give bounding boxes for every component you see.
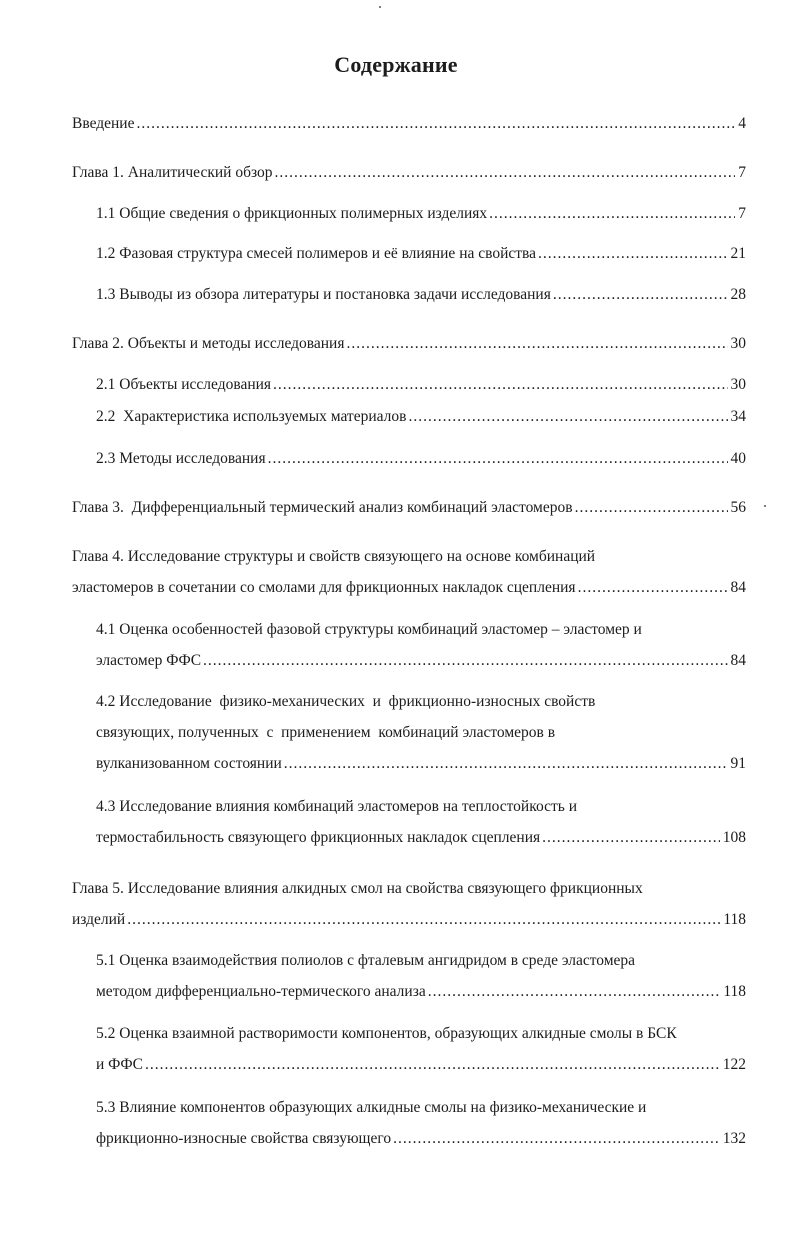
- dot-leader: [284, 754, 728, 774]
- toc-entry-text: 2.2 Характеристика используемых материалов: [96, 408, 407, 425]
- toc-entry-text: Глава 3. Дифференциальный термический анализ комбинаций эластомеров: [72, 499, 573, 516]
- toc-page-number: 30: [730, 376, 746, 393]
- toc-entry-text-line: Глава 4. Исследование структуры и свойств связующего на основе комбинаций: [72, 548, 596, 565]
- toc-entry-text: и ФФС: [96, 1056, 143, 1073]
- toc-entry-4-2[interactable]: [96, 692, 746, 774]
- toc-entry-text: эластомеров в сочетании со смолами для фрикционных накладок сцепления: [72, 579, 576, 596]
- toc-entry-text-line: 5.3 Влияние компонентов образующих алкидные смолы на физико-механические и: [96, 1099, 647, 1116]
- toc-entry-text: методом дифференциально-термического анализа: [96, 983, 426, 1000]
- toc-page-number: 21: [730, 245, 746, 262]
- dot-leader: [408, 407, 727, 427]
- toc-entry-chapter-1[interactable]: [72, 163, 746, 183]
- toc-page-number: 108: [722, 829, 746, 846]
- toc-entry-2-1[interactable]: [96, 375, 746, 395]
- dot-leader: [578, 578, 728, 598]
- toc-entry-5-3[interactable]: [96, 1098, 746, 1149]
- toc-page-number: 132: [722, 1130, 746, 1147]
- scan-speck: [379, 6, 381, 8]
- toc-entry-text: фрикционно-износные свойства связующего: [96, 1130, 392, 1147]
- toc-entry-text-line: 4.2 Исследование физико-механических и фрикционно-износных свойств: [96, 693, 596, 710]
- toc-entry-text-line: 4.1 Оценка особенностей фазовой структуры комбинаций эластомер – эластомер и: [96, 621, 642, 638]
- dot-leader: [553, 285, 728, 305]
- toc-entry-text-line: связующих, полученных с применением комбинаций эластомеров в: [96, 724, 556, 741]
- toc-entry-1-2[interactable]: [96, 244, 746, 264]
- dot-leader: [145, 1055, 720, 1075]
- toc-entry-4-1[interactable]: [96, 620, 746, 671]
- toc-entry-text: эластомер ФФС: [96, 652, 202, 669]
- dot-leader: [273, 375, 727, 395]
- dot-leader: [346, 334, 727, 354]
- dot-leader: [275, 163, 736, 183]
- toc-entry-text-line: Глава 5. Исследование влияния алкидных смол на свойства связующего фрикционных: [72, 880, 643, 897]
- toc-entry-text: Глава 2. Объекты и методы исследования: [72, 335, 345, 352]
- toc-entry-5-1[interactable]: [96, 951, 746, 1002]
- toc-page-number: 28: [730, 286, 746, 303]
- toc-entry-text: Глава 1. Аналитический обзор: [72, 164, 273, 181]
- toc-entry-5-2[interactable]: [96, 1024, 746, 1075]
- toc-page-number: 7: [738, 164, 746, 181]
- toc-page-number: 7: [738, 205, 746, 222]
- toc-entry-text: вулканизованном состоянии: [96, 755, 282, 772]
- page-title: Содержание: [334, 52, 458, 77]
- dot-leader: [489, 204, 735, 224]
- toc-entry-2-3[interactable]: [96, 449, 746, 469]
- dot-leader: [268, 449, 728, 469]
- toc-entry-text: 1.2 Фазовая структура смесей полимеров и её влияние на свойства: [96, 245, 537, 262]
- toc-page-number: 4: [738, 115, 746, 132]
- toc-entry-text: термостабильность связующего фрикционных накладок сцепления: [96, 829, 541, 846]
- dot-leader: [136, 114, 735, 134]
- toc-page-number: 40: [730, 450, 746, 467]
- toc-entry-text: 1.3 Выводы из обзора литературы и постановка задачи исследования: [96, 286, 551, 303]
- toc-entry-2-2[interactable]: [96, 407, 746, 427]
- toc-page-number: 122: [722, 1056, 746, 1073]
- toc-page-number: 118: [723, 983, 746, 1000]
- dot-leader: [542, 828, 720, 848]
- toc-entry-text: Введение: [72, 115, 135, 132]
- toc-entry-text-line: 5.2 Оценка взаимной растворимости компонентов, образующих алкидные смолы в БСК: [96, 1025, 677, 1042]
- toc-entry-text: 2.1 Объекты исследования: [96, 376, 272, 393]
- toc-page-number: 56: [730, 499, 746, 516]
- toc-entry-text-line: 5.1 Оценка взаимодействия полиолов с фталевым ангидридом в среде эластомера: [96, 952, 636, 969]
- dot-leader: [127, 910, 720, 930]
- dot-leader: [203, 651, 727, 671]
- toc-page-number: 84: [730, 652, 746, 669]
- dot-leader: [393, 1129, 720, 1149]
- toc-entry-text: 1.1 Общие сведения о фрикционных полимерных изделиях: [96, 205, 488, 222]
- toc-page-number: 118: [723, 911, 746, 928]
- toc-entry-chapter-3[interactable]: [72, 498, 746, 518]
- toc-entry-text: 2.3 Методы исследования: [96, 450, 266, 467]
- toc-entry-introduction[interactable]: [72, 114, 746, 134]
- toc-entry-text: изделий: [72, 911, 126, 928]
- toc-entry-1-3[interactable]: [96, 285, 746, 305]
- toc-page-number: 84: [730, 579, 746, 596]
- toc-page-number: 34: [730, 408, 746, 425]
- dot-leader: [428, 982, 721, 1002]
- toc-entry-text-line: 4.3 Исследование влияния комбинаций эластомеров на теплостойкость и: [96, 798, 577, 815]
- dot-leader: [575, 498, 728, 518]
- toc-page-number: 91: [730, 755, 746, 772]
- scan-speck: [764, 505, 766, 507]
- toc-entry-chapter-4[interactable]: [72, 547, 746, 598]
- toc-entry-chapter-2[interactable]: [72, 334, 746, 354]
- toc-entry-4-3[interactable]: [96, 797, 746, 848]
- toc-entry-chapter-5[interactable]: [72, 879, 746, 930]
- toc-page-number: 30: [730, 335, 746, 352]
- toc-entry-1-1[interactable]: [96, 204, 746, 224]
- dot-leader: [538, 244, 727, 264]
